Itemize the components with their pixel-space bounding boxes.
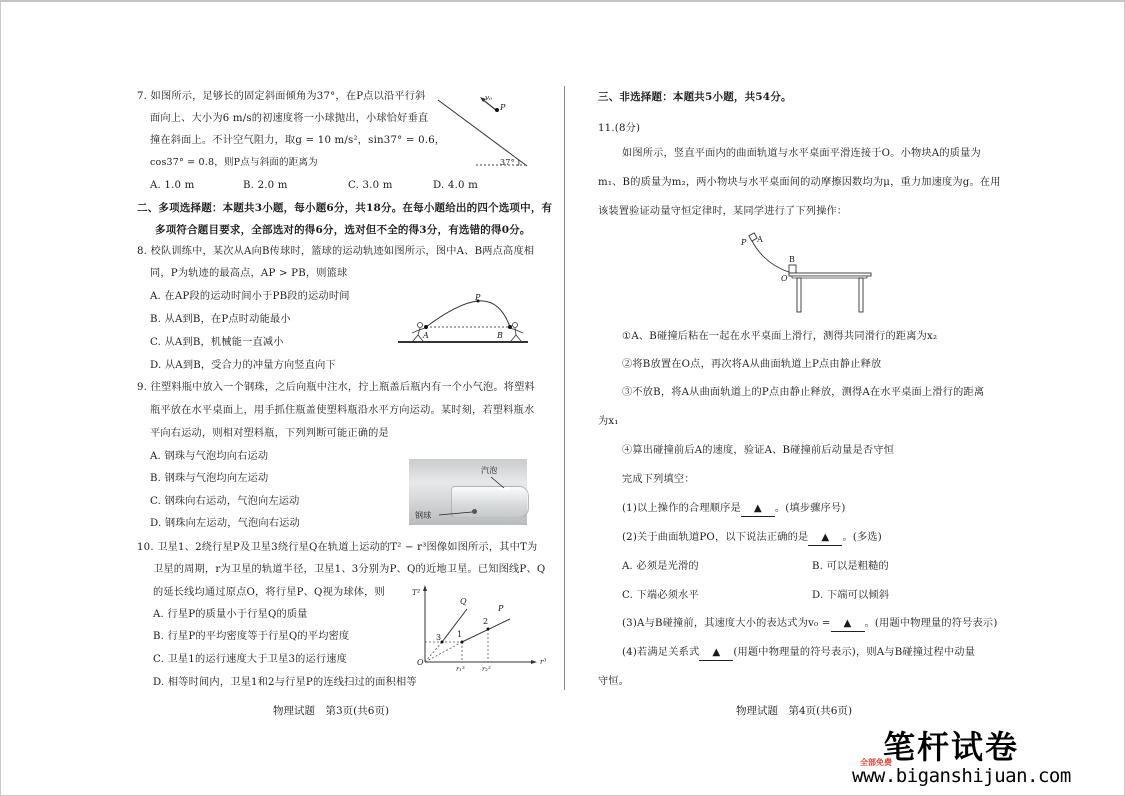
q9-option-a: A. 钢珠与气泡均向右运动 <box>150 451 269 462</box>
q7-line-3: 撞在斜面上。不计空气阻力，取g = 10 m/s²，sin37° = 0.6， <box>150 135 446 146</box>
q11-step-4: ④算出碰撞前后A的速度，验证A、B碰撞前后动量是否守恒 <box>622 445 895 456</box>
q11-sub-3-text: (3)A与B碰撞前，其速度大小的表达式为v₀ = <box>622 618 831 629</box>
q7-option-c: C. 3.0 m <box>348 180 393 191</box>
right-page-footer: 物理试题 第4页(共6页) <box>736 705 853 717</box>
q8-label-b: B <box>497 331 504 340</box>
q8-line-2: 同，P为轨迹的最高点，AP > PB，则篮球 <box>150 268 348 279</box>
q10-line-1: 10. 卫星1、2绕行星P及卫星3绕行星Q在轨道上运动的T² − r³图像如图所示，其中T为 <box>137 542 538 553</box>
q10-line-3: 的延长线均通过原点O，将行星P、Q视为球体，则 <box>153 587 385 598</box>
q11-label-o: O <box>781 274 788 283</box>
q11-label-p: P <box>741 238 747 247</box>
q11-sub-2-option-c: C. 下端必须水平 <box>622 590 699 601</box>
q8-line-1: 8. 校队训练中，某次从A向B传球时，篮球的运动轨迹如图所示，图中A、B两点高度相 <box>137 246 535 257</box>
q10-x-axis-label: r³ <box>540 658 547 666</box>
q10-tick-r1: r₁³ <box>456 665 465 673</box>
q11-header: 11.(8分) <box>598 123 641 134</box>
q9-line-2: 瓶平放在水平桌面上，用手抓住瓶盖使塑料瓶沿水平方向运动。某时刻，若塑料瓶水 <box>150 405 535 416</box>
answer-blank-2[interactable]: ▲ <box>808 531 842 546</box>
section2-line-1: 二、多项选择题：本题共3小题，每小题6分，共18分。在每小题给出的四个选项中，有 <box>137 202 553 214</box>
q10-y-axis-label: T² <box>412 588 421 597</box>
q11-sub-2-note: 。(多选) <box>842 532 882 543</box>
q11-sub-3 <box>622 617 998 632</box>
q8-label-p: P <box>475 293 481 302</box>
fill-in-title: 完成下列填空： <box>622 474 695 485</box>
q9-option-d: D. 钢珠向左运动，气泡向右运动 <box>150 518 300 529</box>
q11-sub-2-option-d: D. 下端可以倾斜 <box>812 590 890 601</box>
q10-origin-label: O <box>417 658 424 667</box>
q9-line-3: 平向右运动，则相对塑料瓶，下列判断可能正确的是 <box>150 428 389 439</box>
answer-blank-4[interactable]: ▲ <box>699 646 733 661</box>
q10-tick-r2: r₂³ <box>482 665 491 673</box>
q8-label-a: A <box>423 331 429 340</box>
q11-step-2: ②将B放置在O点，再次将A从曲面轨道上P点由静止释放 <box>622 359 882 370</box>
q10-line-p-label: P <box>498 604 504 613</box>
q7-angle-label: 37° <box>500 158 515 167</box>
q8-option-b: B. 从A到B，在P点时动能最小 <box>150 314 291 325</box>
q7-line-2: 面向上、大小为6 m/s的初速度将一小球抛出，小球恰好垂直 <box>150 113 429 124</box>
q11-sub-1-text: (1)以上操作的合理顺序是 <box>622 503 741 514</box>
q8-option-c: C. 从A到B，机械能一直减小 <box>150 337 284 348</box>
q10-point-1: 1 <box>457 630 463 639</box>
q11-intro-2: m₁、B的质量为m₂，两小物块与水平桌面间的动摩擦因数均为μ，重力加速度为g。在用 <box>598 177 1001 188</box>
q10-option-b: B. 行星P的平均密度等于行星Q的平均密度 <box>153 631 350 642</box>
q8-option-d: D. 从A到B，受合力的冲量方向竖直向下 <box>150 360 336 371</box>
q11-intro-1: 如图所示，竖直平面内的曲面轨道与水平桌面平滑连接于O。小物块A的质量为 <box>622 148 981 159</box>
q11-intro-3: 该装置验证动量守恒定律时，某同学进行了下列操作： <box>598 206 848 217</box>
column-divider <box>564 86 565 690</box>
q9-option-c: C. 钢珠向右运动，气泡向左运动 <box>150 496 300 507</box>
q11-sub-2-option-b: B. 可以是粗糙的 <box>812 561 889 572</box>
q11-sub-3-note: 。(用题中物理量的符号表示) <box>864 618 998 629</box>
q9-bubble-label: 汽泡 <box>481 466 498 475</box>
q9-line-1: 9. 往塑料瓶中放入一个钢珠，之后向瓶中注水，拧上瓶盖后瓶内有一个小气泡。将塑料 <box>137 382 535 393</box>
q11-label-a: A <box>757 235 763 244</box>
q11-sub-4 <box>622 646 975 661</box>
q10-option-d: D. 相等时间内，卫星1和2与行星P的连线扫过的面积相等 <box>153 677 417 688</box>
section3-heading: 三、非选择题：本题共5小题，共54分。 <box>598 91 792 103</box>
left-page-footer: 物理试题 第3页(共6页) <box>273 705 390 717</box>
q7-option-b: B. 2.0 m <box>243 180 288 191</box>
q7-line-1: 7. 如图所示，足够长的固定斜面倾角为37°，在P点以沿平行斜 <box>137 91 426 102</box>
q11-step-3-cont: 为x₁ <box>598 416 619 427</box>
watermark-free-tag: 全部免费 <box>860 758 892 767</box>
q11-sub-4-end: 守恒。 <box>598 676 630 687</box>
section2-line-2: 多项符合题目要求，全部选对的得6分，选对但不全的得3分，有选错的得0分。 <box>155 224 531 236</box>
q9-ball-label: 钢球 <box>415 511 432 520</box>
q7-point-label: P <box>500 103 506 112</box>
q11-step-1: ①A、B碰撞后粘在一起在水平桌面上滑行，测得共同滑行的距离为x₂ <box>622 331 938 342</box>
q10-graph-figure <box>415 585 545 670</box>
q11-sub-4-note: (用题中物理量的符号表示)，则A与B碰撞过程中动量 <box>733 647 976 658</box>
q11-sub-1-note: 。(填步骤序号) <box>774 503 846 514</box>
q11-sub-2-option-a: A. 必须是光滑的 <box>622 561 699 572</box>
watermark-url[interactable]: www.biganshijuan.com <box>852 765 1071 787</box>
q10-line-2: 卫星的周期，r为卫星的轨道半径，卫星1、3分别为P、Q的近地卫星。已知图线P、Q <box>153 564 546 575</box>
q11-step-3: ③不放B，将A从曲面轨道上的P点由静止释放，测得A在水平桌面上滑行的距离 <box>622 387 985 398</box>
q11-sub-1 <box>622 502 846 517</box>
q8-trajectory-figure <box>398 295 528 350</box>
q8-option-a: A. 在AP段的运动时间小于PB段的运动时间 <box>150 291 350 302</box>
q11-sub-4-text: (4)若满足关系式 <box>622 647 700 658</box>
q7-velocity-label: v₀ <box>485 94 493 102</box>
q7-line-4: cos37° = 0.8，则P点与斜面的距离为 <box>150 157 318 168</box>
q10-point-3: 3 <box>436 633 442 642</box>
q10-option-c: C. 卫星1的运行速度大于卫星3的运行速度 <box>153 654 348 665</box>
q11-label-b: B <box>789 255 796 264</box>
q11-sub-2-text: (2)关于曲面轨道PO，以下说法正确的是 <box>622 532 809 543</box>
q11-sub-2 <box>622 531 882 546</box>
q7-option-d: D. 4.0 m <box>433 180 478 191</box>
answer-blank-1[interactable]: ▲ <box>741 502 775 517</box>
answer-blank-3[interactable]: ▲ <box>831 617 865 632</box>
q10-option-a: A. 行星P的质量小于行星Q的质量 <box>153 609 308 620</box>
watermark-logo-title: 笔杆试卷 <box>883 728 1020 766</box>
q10-line-q-label: Q <box>460 597 467 606</box>
q10-point-2: 2 <box>483 617 489 626</box>
q7-option-a: A. 1.0 m <box>150 180 195 191</box>
q9-option-b: B. 钢珠与气泡均向左运动 <box>150 473 269 484</box>
